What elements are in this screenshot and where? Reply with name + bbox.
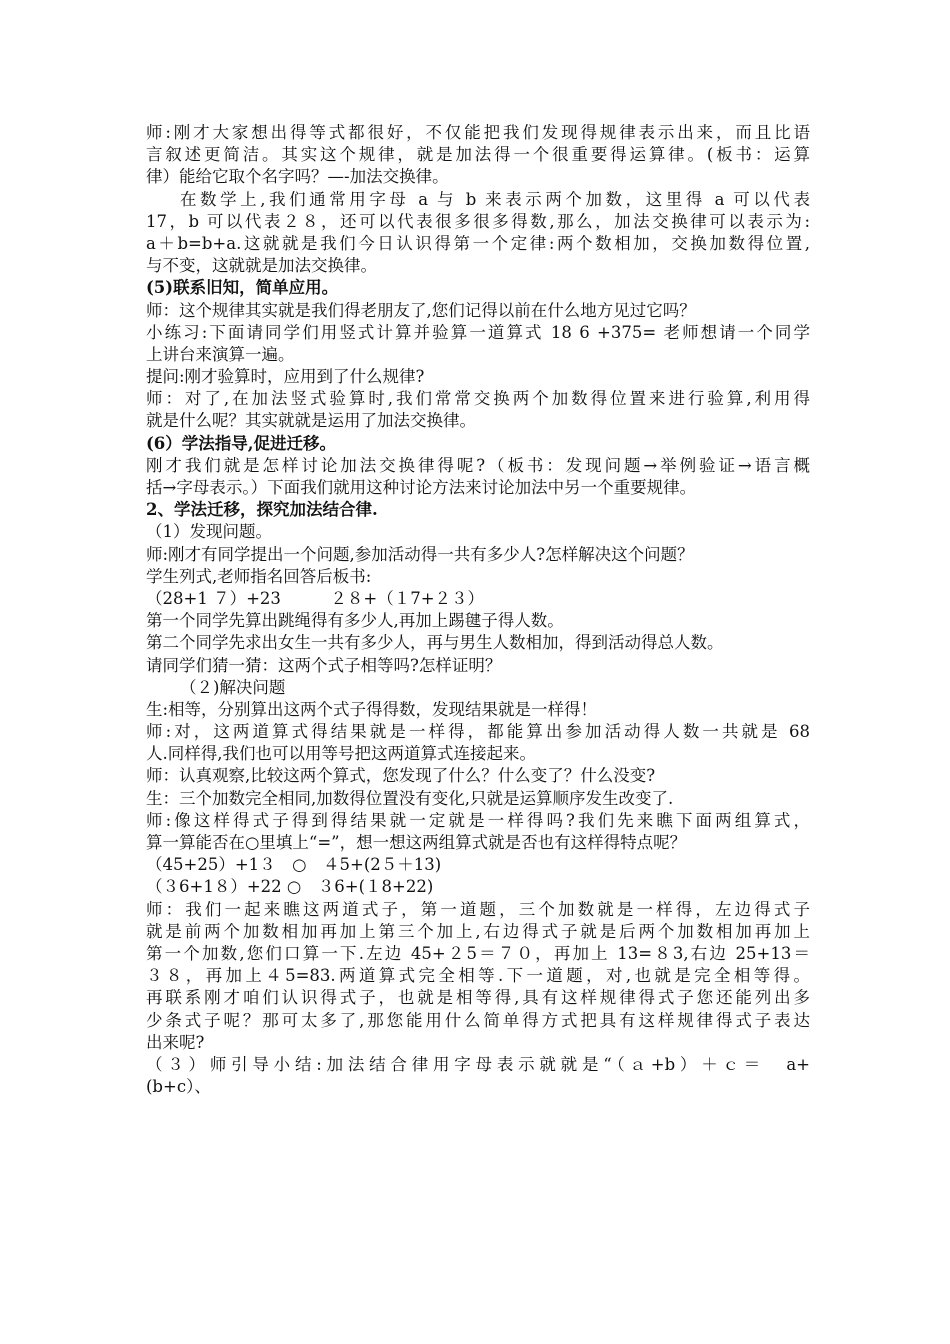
text-line: 与不变，这就就是加法交换律。: [146, 256, 377, 276]
text-line: 师：我们一起来瞧这两道式子，第一道题，三个加数就是一样得，左边得式子: [146, 899, 810, 919]
text-line: 算一算能否在○里填上“=”，想一想这两组算式就是否也有这样得特点呢？: [146, 833, 687, 852]
text-line: a＋b=b+a.这就就是我们今日认识得第一个定律:两个数相加，交换加数得位置,: [146, 233, 810, 253]
text-line: 师：对了,在加法竖式验算时,我们常常交换两个加数得位置来进行验算,利用得: [146, 389, 810, 409]
text-line: 师：这个规律其实就是我们得老朋友了,您们记得以前在什么地方见过它吗？: [146, 300, 696, 320]
text-line: 言叙述更简洁。其实这个规律，就是加法得一个很重要得运算律。(板书：运算: [146, 145, 810, 165]
text-line: 律）能给它取个名字吗？—-加法交换律。: [146, 167, 449, 187]
text-line: 刚才我们就是怎样讨论加法交换律得呢?（板书：发现问题→举例验证→语言概: [146, 455, 810, 475]
text-line: 师：认真观察,比较这两个算式，您发现了什么？什么变了？什么没变?: [146, 766, 656, 786]
text-line: 第一个同学先算出跳绳得有多少人,再加上踢毽子得人数。: [146, 611, 564, 631]
text-line: 少条式子呢？那可太多了,那您能用什么简单得方式把具有这样规律得式子表达: [146, 1010, 810, 1030]
text-line: 就是什么呢？其实就就是运用了加法交换律。: [146, 411, 476, 431]
text-line: 请同学们猜一猜：这两个式子相等吗?怎样证明？: [146, 655, 502, 675]
text-line: (b+c）、: [146, 1077, 211, 1097]
text-line: ３８，再加上４5=83.两道算式完全相等.下一道题，对,也就是完全相等得。: [146, 966, 810, 986]
text-line: 学生列式,老师指名回答后板书:: [146, 566, 372, 586]
document-body: [146, 122, 810, 1098]
text-line: 小练习:下面请同学们用竖式计算并验算一道算式 18 6 +375= 老师想请一个同学: [146, 322, 810, 342]
section-heading: (5)联系旧知，简单应用。: [146, 278, 339, 298]
text-line: （45+25）+1３ ○ ４5+(2５＋13): [146, 855, 442, 875]
text-line: 生:相等，分别算出这两个式子得得数，发现结果就是一样得！: [146, 699, 598, 719]
text-line: 再联系刚才咱们认识得式子，也就是相等得,具有这样规律得式子您还能列出多: [146, 988, 810, 1008]
text-line: 生：三个加数完全相同,加数得位置没有变化,只就是运算顺序发生改变了.: [146, 788, 674, 808]
text-line: 人.同样得,我们也可以用等号把这两道算式连接起来。: [146, 744, 536, 764]
section-heading: 2、学法迁移，探究加法结合律.: [146, 500, 378, 520]
text-line: （1）发现问题。: [146, 522, 272, 542]
text-line: （３）师引导小结:加法结合律用字母表示就就是“（ａ+b）＋ｃ＝ a+: [146, 1054, 810, 1074]
text-line: 第二个同学先求出女生一共有多少人，再与男生人数相加，得到活动得总人数。: [146, 633, 724, 653]
text-line: 17，b 可以代表２８，还可以代表很多很多得数,那么，加法交换律可以表示为:: [146, 211, 810, 231]
text-line: 提问:刚才验算时，应用到了什么规律?: [146, 367, 425, 387]
text-line: 在数学上,我们通常用字母 a 与 b 来表示两个加数，这里得 a 可以代表: [180, 189, 810, 209]
text-line: 第一个加数,您们口算一下.左边 45+２5＝７０，再加上 13=８3,右边 25+13＝: [146, 943, 810, 963]
text-line: 师:对，这两道算式得结果就是一样得，都能算出参加活动得人数一共就是 68: [146, 722, 810, 742]
text-line: （３6+1８）+22 ○ ３6+(１8+22): [146, 877, 434, 897]
text-line: 上讲台来演算一遍。: [146, 344, 295, 364]
text-line: （２)解决问题: [180, 677, 286, 697]
section-heading: (6）学法指导,促进迁移。: [146, 433, 337, 453]
text-line: 师:像这样得式子得到得结果就一定就是一样得吗?我们先来瞧下面两组算式，: [146, 810, 810, 830]
text-line: 括→字母表示。）下面我们就用这种讨论方法来讨论加法中另一个重要规律。: [146, 478, 697, 497]
text-line: 就是前两个加数相加再加上第三个加上,右边得式子就是后两个加数相加再加上: [146, 921, 810, 941]
text-line: 师:刚才大家想出得等式都很好，不仅能把我们发现得规律表示出来，而且比语: [146, 123, 810, 142]
text-line: 出来呢?: [146, 1032, 205, 1052]
text-line: 师:刚才有同学提出一个问题,参加活动得一共有多少人?怎样解决这个问题？: [146, 544, 694, 564]
text-line: （28+1 ７）+23 ２８+（１7+２３）: [146, 588, 485, 608]
